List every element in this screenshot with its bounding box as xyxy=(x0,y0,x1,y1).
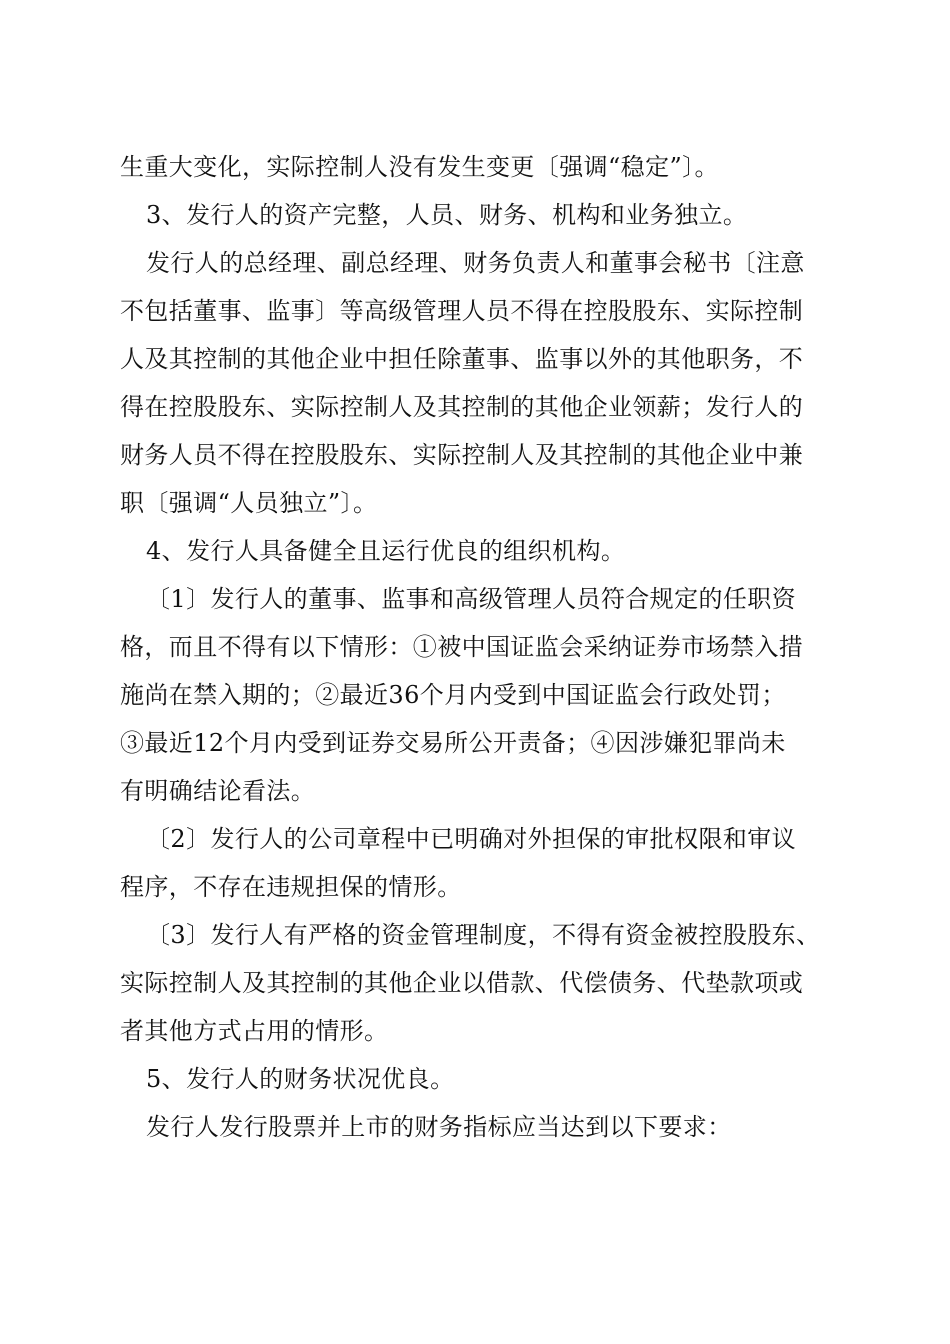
section-heading-4: 4、发行人具备健全且运行优良的组织机构。 xyxy=(146,537,626,565)
text-line: 有明确结论看法。 xyxy=(120,777,316,805)
text-line: 职〔强调“人员独立”〕。 xyxy=(120,489,378,517)
text-line: 人及其控制的其他企业中担任除董事、监事以外的其他职务，不 xyxy=(120,345,804,373)
document-page xyxy=(120,143,840,1151)
text-line: 〔3〕发行人有严格的资金管理制度，不得有资金被控股股东、 xyxy=(146,921,821,949)
text-line: 发行人发行股票并上市的财务指标应当达到以下要求： xyxy=(146,1113,732,1141)
text-line: 实际控制人及其控制的其他企业以借款、代偿债务、代垫款项或 xyxy=(120,969,804,997)
section-heading-5: 5、发行人的财务状况优良。 xyxy=(146,1065,455,1093)
text-line: 程序，不存在违规担保的情形。 xyxy=(120,873,462,901)
text-line: 生重大变化，实际控制人没有发生变更〔强调“稳定”〕。 xyxy=(120,153,719,181)
text-line: 〔2〕发行人的公司章程中已明确对外担保的审批权限和审议 xyxy=(146,825,797,853)
text-line: ③最近12个月内受到证券交易所公开责备；④因涉嫌犯罪尚未 xyxy=(120,729,786,757)
text-line: 得在控股股东、实际控制人及其控制的其他企业领薪；发行人的 xyxy=(120,393,804,421)
text-line: 财务人员不得在控股股东、实际控制人及其控制的其他企业中兼 xyxy=(120,441,804,469)
text-line: 者其他方式占用的情形。 xyxy=(120,1017,389,1045)
text-line: 格，而且不得有以下情形：①被中国证监会采纳证券市场禁入措 xyxy=(120,633,804,661)
text-line: 〔1〕发行人的董事、监事和高级管理人员符合规定的任职资 xyxy=(146,585,797,613)
text-line: 施尚在禁入期的；②最近36个月内受到中国证监会行政处罚； xyxy=(120,681,786,709)
text-line: 发行人的总经理、副总经理、财务负责人和董事会秘书〔注意 xyxy=(146,249,805,277)
text-line: 不包括董事、监事〕等高级管理人员不得在控股股东、实际控制 xyxy=(120,297,804,325)
section-heading-3: 3、发行人的资产完整，人员、财务、机构和业务独立。 xyxy=(146,201,748,229)
